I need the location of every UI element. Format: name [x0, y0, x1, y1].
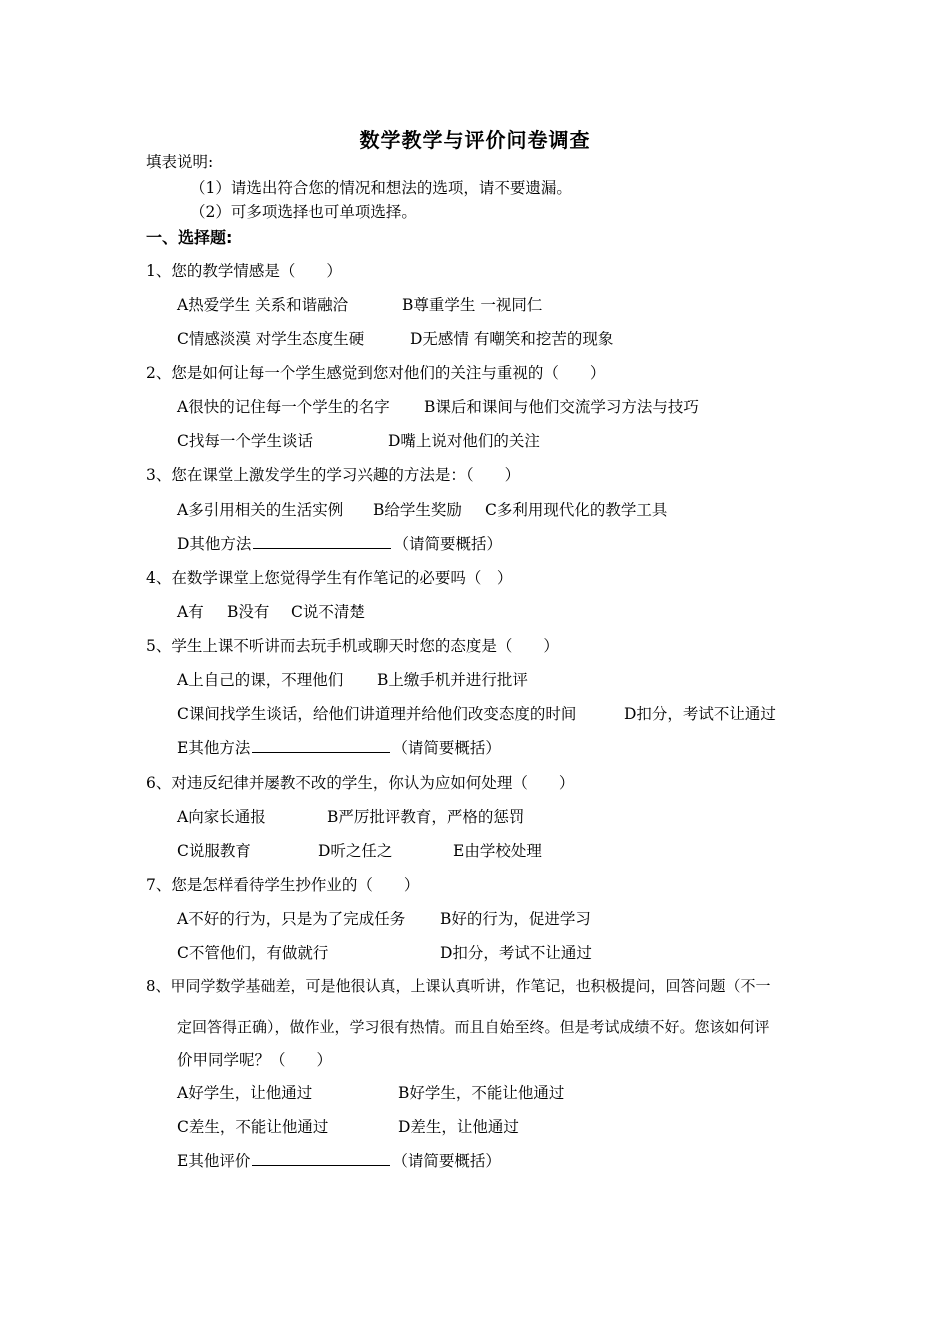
- question-stem-3: 3、您在课堂上激发学生的学习兴趣的方法是：（ ）: [146, 466, 521, 484]
- option-3d-other[interactable]: [177, 534, 502, 554]
- option-6c[interactable]: C说服教育: [177, 842, 251, 860]
- instruction-item-2: （2）可多项选择也可单项选择。: [190, 203, 417, 221]
- option-7a[interactable]: A不好的行为，只是为了完成任务: [177, 910, 406, 928]
- option-4c[interactable]: C说不清楚: [291, 603, 365, 621]
- option-5e-blank[interactable]: [252, 738, 390, 753]
- option-4a[interactable]: A有: [177, 603, 204, 621]
- option-1c[interactable]: C情感淡漠 对学生态度生硬: [177, 330, 365, 348]
- instruction-item-1: （1）请选出符合您的情况和想法的选项，请不要遗漏。: [190, 179, 572, 197]
- option-7d[interactable]: D扣分，考试不让通过: [440, 944, 592, 962]
- option-3b[interactable]: B给学生奖励: [373, 501, 462, 519]
- option-5a[interactable]: A上自己的课，不理他们: [177, 671, 344, 689]
- option-7b[interactable]: B好的行为，促进学习: [440, 910, 591, 928]
- question-stem-1: 1、您的教学情感是（ ）: [146, 262, 342, 280]
- option-4b[interactable]: B没有: [227, 603, 270, 621]
- option-5b[interactable]: B上缴手机并进行批评: [377, 671, 528, 689]
- option-2c[interactable]: C找每一个学生谈话: [177, 432, 313, 450]
- question-stem-8-line-2: 定回答得正确），做作业，学习很有热情。而且自始至终。但是考试成绩不好。您该如何评: [177, 1018, 770, 1036]
- option-2d[interactable]: D嘴上说对他们的关注: [388, 432, 540, 450]
- option-8c[interactable]: C差生，不能让他通过: [177, 1118, 329, 1136]
- option-1b[interactable]: B尊重学生 一视同仁: [402, 296, 543, 314]
- option-3c[interactable]: C多利用现代化的教学工具: [485, 501, 668, 519]
- option-5e-label: E其他方法: [177, 739, 251, 757]
- option-5d[interactable]: D扣分，考试不让通过: [624, 705, 776, 723]
- option-1a[interactable]: A热爱学生 关系和谐融洽: [177, 296, 349, 314]
- question-stem-8-line-1: 8、甲同学数学基础差，可是他很认真，上课认真听讲，作笔记，也积极提问，回答问题（不一: [146, 977, 771, 995]
- option-1d[interactable]: D无感情 有嘲笑和挖苦的现象: [410, 330, 614, 348]
- option-6d[interactable]: D听之任之: [318, 842, 393, 860]
- question-stem-7: 7、您是怎样看待学生抄作业的（ ）: [146, 876, 420, 894]
- option-3d-label: D其他方法: [177, 535, 252, 553]
- section-title: 一、选择题:: [146, 228, 233, 247]
- option-6b[interactable]: B严厉批评教育，严格的惩罚: [327, 808, 525, 826]
- option-8b[interactable]: B好学生，不能让他通过: [398, 1084, 565, 1102]
- instructions-heading: 填表说明:: [146, 153, 214, 171]
- question-stem-4: 4、在数学课堂上您觉得学生有作笔记的必要吗（ ）: [146, 569, 513, 587]
- option-3d-note: （请简要概括）: [393, 535, 502, 553]
- option-7c[interactable]: C不管他们，有做就行: [177, 944, 329, 962]
- option-8d[interactable]: D差生，让他通过: [398, 1118, 519, 1136]
- option-8e-blank[interactable]: [252, 1151, 390, 1166]
- option-2b[interactable]: B课后和课间与他们交流学习方法与技巧: [424, 398, 699, 416]
- question-stem-5: 5、学生上课不听讲而去玩手机或聊天时您的态度是（ ）: [146, 637, 559, 655]
- option-3d-blank[interactable]: [253, 534, 391, 549]
- option-8e-other[interactable]: [177, 1151, 501, 1171]
- option-8a[interactable]: A好学生，让他通过: [177, 1084, 313, 1102]
- option-8e-note: （请简要概括）: [392, 1152, 501, 1170]
- option-5e-other[interactable]: [177, 738, 501, 758]
- option-6a[interactable]: A向家长通报: [177, 808, 266, 826]
- question-stem-2: 2、您是如何让每一个学生感觉到您对他们的关注与重视的（ ）: [146, 364, 606, 382]
- question-stem-8-line-3: 价甲同学呢？（ ）: [177, 1051, 333, 1069]
- option-3a[interactable]: A多引用相关的生活实例: [177, 501, 344, 519]
- option-5e-note: （请简要概括）: [392, 739, 501, 757]
- question-stem-6: 6、对违反纪律并屡教不改的学生，你认为应如何处理（ ）: [146, 774, 575, 792]
- page-title: 数学教学与评价问卷调查: [359, 128, 591, 152]
- option-5c[interactable]: C课间找学生谈话，给他们讲道理并给他们改变态度的时间: [177, 705, 577, 723]
- option-6e[interactable]: E由学校处理: [453, 842, 542, 860]
- option-2a[interactable]: A很快的记住每一个学生的名字: [177, 398, 390, 416]
- option-8e-label: E其他评价: [177, 1152, 251, 1170]
